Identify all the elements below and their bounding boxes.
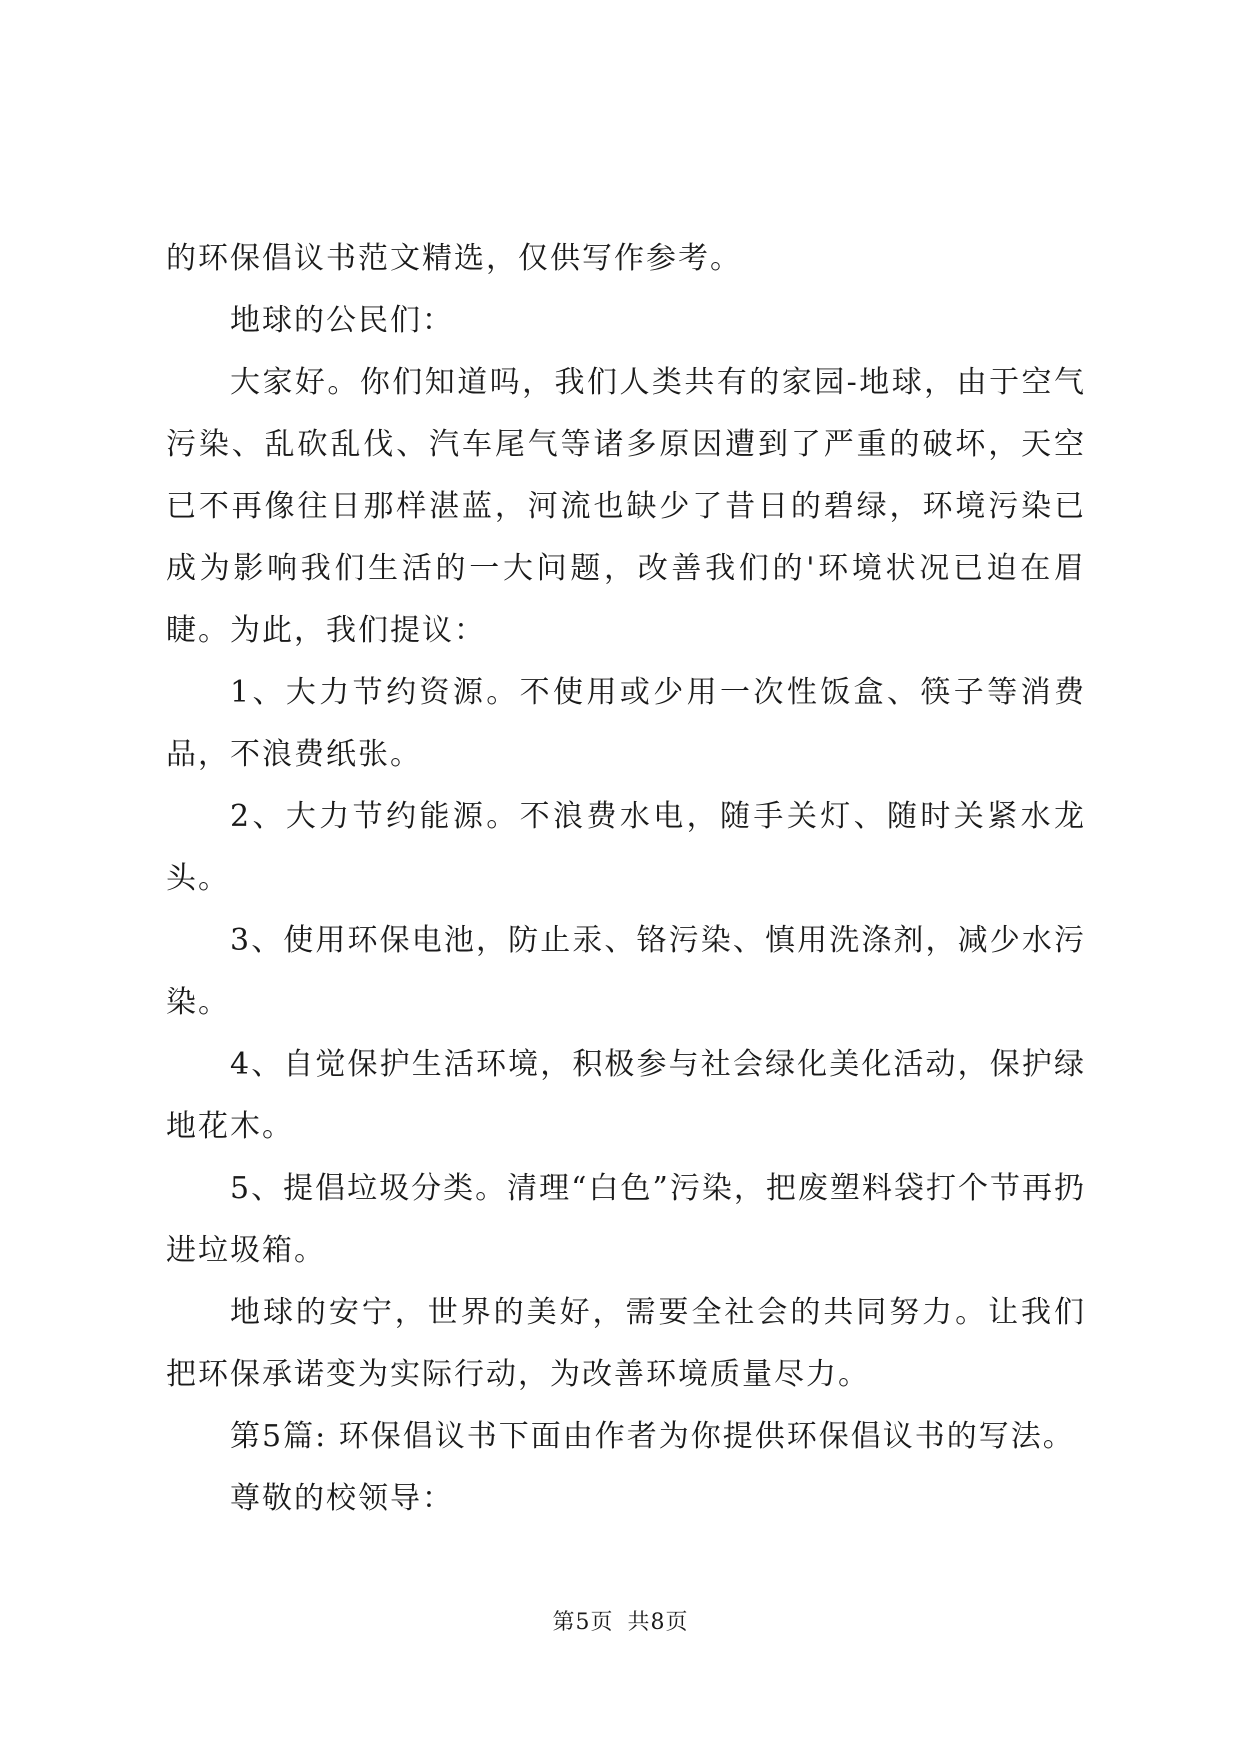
page-total: 共8页: [627, 1610, 689, 1635]
paragraph-item-5: 5、提倡垃圾分类。清理“白色”污染，把废塑料袋打个节再扔进垃圾箱。: [166, 1171, 1086, 1268]
paragraph-section-heading: 第5篇: 环保倡议书下面由作者为你提供环保倡议书的写法。: [230, 1419, 1075, 1454]
paragraph-item-3: 3、使用环保电池，防止汞、铬污染、慎用洗涤剂，减少水污染。: [166, 923, 1086, 1020]
document-body: [166, 228, 1086, 1530]
paragraph-greeting: 大家好。你们知道吗，我们人类共有的家园-地球，由于空气污染、乱砍乱伐、汽车尾气等诸多原因遭到了严重的破坏，天空已不再像往日那样湛蓝，河流也缺少了昔日的碧绿，环境污染已成为影响我们生活的一大问题，改善我们的'环境状况已迫在眉睫。为此，我们提议：: [166, 365, 1086, 648]
paragraph-item-1: 1、大力节约资源。不使用或少用一次性饭盒、筷子等消费品，不浪费纸张。: [166, 675, 1086, 772]
paragraph-closing: 地球的安宁，世界的美好，需要全社会的共同努力。让我们把环保承诺变为实际行动，为改善环境质量尽力。: [166, 1295, 1086, 1392]
paragraph-intro-continuation: 的环保倡议书范文精选，仅供写作参考。: [166, 241, 742, 276]
paragraph-item-4: 4、自觉保护生活环境，积极参与社会绿化美化活动，保护绿地花木。: [166, 1047, 1086, 1144]
page-footer: [0, 1608, 1241, 1638]
page-number: 第5页: [552, 1610, 614, 1635]
paragraph-item-2: 2、大力节约能源。不浪费水电，随手关灯、随时关紧水龙头。: [166, 799, 1086, 896]
paragraph-salutation-2: 尊敬的校领导：: [230, 1481, 454, 1516]
paragraph-salutation: 地球的公民们：: [230, 303, 454, 338]
